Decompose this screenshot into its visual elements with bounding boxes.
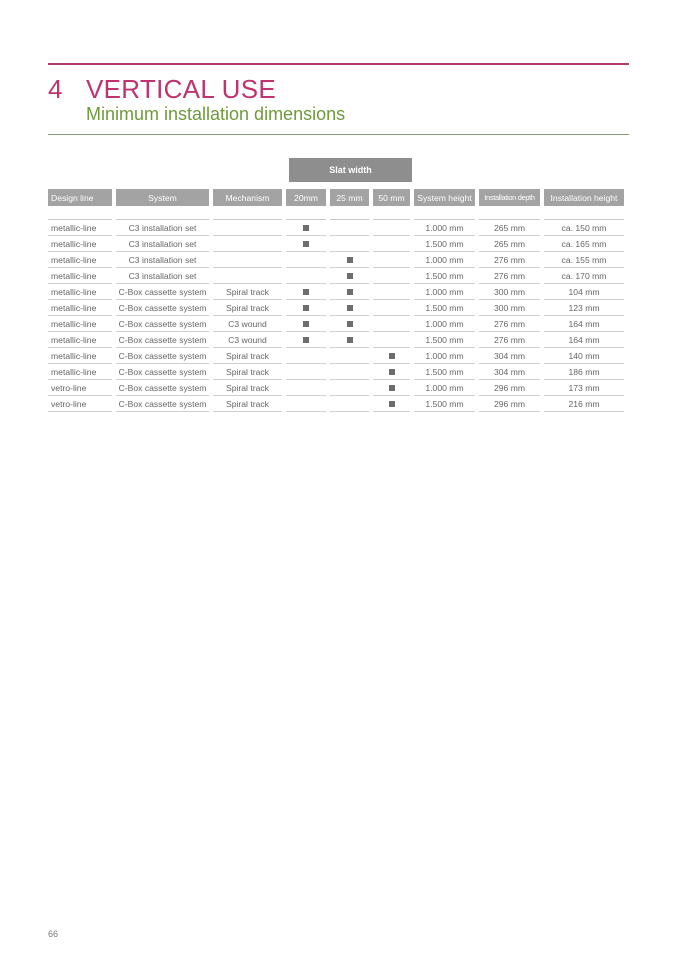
slat-20mm-cell xyxy=(286,252,326,268)
square-marker-icon xyxy=(389,353,395,359)
column-header: Installation depth xyxy=(479,189,540,206)
table-row xyxy=(48,364,624,380)
slat-25mm-cell xyxy=(330,220,369,236)
design-line-cell: metallic-line xyxy=(48,268,112,284)
installation-depth-cell: 300 mm xyxy=(479,300,540,316)
square-marker-icon xyxy=(347,337,353,343)
column-header: Mechanism xyxy=(213,189,282,206)
column-header: 25 mm xyxy=(330,189,369,206)
square-marker-icon xyxy=(303,321,309,327)
installation-depth-cell: 296 mm xyxy=(479,396,540,412)
installation-depth-cell: 276 mm xyxy=(479,268,540,284)
slat-25mm-cell xyxy=(330,284,369,300)
slat-20mm-cell xyxy=(286,284,326,300)
slat-50mm-cell xyxy=(373,284,410,300)
square-marker-icon xyxy=(347,305,353,311)
system-height-cell: 1.500 mm xyxy=(414,396,475,412)
slat-25mm-cell xyxy=(330,396,369,412)
system-cell: C3 installation set xyxy=(116,252,209,268)
design-line-cell: metallic-line xyxy=(48,252,112,268)
system-height-cell: 1.500 mm xyxy=(414,332,475,348)
square-marker-icon xyxy=(303,289,309,295)
design-line-cell: metallic-line xyxy=(48,284,112,300)
square-marker-icon xyxy=(303,305,309,311)
slat-50mm-cell xyxy=(373,348,410,364)
slat-50mm-cell xyxy=(373,380,410,396)
system-cell: C-Box cassette system xyxy=(116,348,209,364)
installation-height-cell: 173 mm xyxy=(544,380,624,396)
installation-depth-cell: 276 mm xyxy=(479,332,540,348)
slat-50mm-cell xyxy=(373,396,410,412)
installation-height-cell: 164 mm xyxy=(544,316,624,332)
slat-50mm-cell xyxy=(373,316,410,332)
design-line-cell: metallic-line xyxy=(48,348,112,364)
installation-depth-cell: 296 mm xyxy=(479,380,540,396)
square-marker-icon xyxy=(347,257,353,263)
slat-50mm-cell xyxy=(373,236,410,252)
design-line-cell: metallic-line xyxy=(48,300,112,316)
slat-20mm-cell xyxy=(286,268,326,284)
installation-depth-cell: 300 mm xyxy=(479,284,540,300)
top-rule xyxy=(48,63,629,65)
square-marker-icon xyxy=(389,401,395,407)
slat-50mm-cell xyxy=(373,364,410,380)
installation-height-cell: 216 mm xyxy=(544,396,624,412)
installation-depth-cell: 304 mm xyxy=(479,348,540,364)
slat-20mm-cell xyxy=(286,396,326,412)
table-row xyxy=(48,268,624,284)
square-marker-icon xyxy=(389,385,395,391)
slat-20mm-cell xyxy=(286,332,326,348)
installation-height-cell: 123 mm xyxy=(544,300,624,316)
column-header: 50 mm xyxy=(373,189,410,206)
system-cell: C-Box cassette system xyxy=(116,380,209,396)
design-line-cell: vetro-line xyxy=(48,396,112,412)
design-line-cell: metallic-line xyxy=(48,220,112,236)
slat-25mm-cell xyxy=(330,300,369,316)
table-row xyxy=(48,380,624,396)
mechanism-cell: Spiral track xyxy=(213,396,282,412)
mechanism-cell xyxy=(213,236,282,252)
design-line-cell: metallic-line xyxy=(48,236,112,252)
slat-20mm-cell xyxy=(286,380,326,396)
square-marker-icon xyxy=(347,289,353,295)
square-marker-icon xyxy=(303,225,309,231)
table-row xyxy=(48,220,624,236)
slat-50mm-cell xyxy=(373,332,410,348)
slat-20mm-cell xyxy=(286,236,326,252)
mechanism-cell: C3 wound xyxy=(213,332,282,348)
system-cell: C-Box cassette system xyxy=(116,396,209,412)
slat-20mm-cell xyxy=(286,220,326,236)
system-height-cell: 1.000 mm xyxy=(414,252,475,268)
slat-width-group-header: Slat width xyxy=(289,158,412,182)
slat-20mm-cell xyxy=(286,364,326,380)
slat-50mm-cell xyxy=(373,300,410,316)
square-marker-icon xyxy=(303,337,309,343)
system-height-cell: 1.000 mm xyxy=(414,220,475,236)
system-cell: C-Box cassette system xyxy=(116,332,209,348)
table-row xyxy=(48,348,624,364)
installation-height-cell: ca. 155 mm xyxy=(544,252,624,268)
square-marker-icon xyxy=(389,369,395,375)
installation-height-cell: 140 mm xyxy=(544,348,624,364)
square-marker-icon xyxy=(347,321,353,327)
system-height-cell: 1.000 mm xyxy=(414,316,475,332)
table-row xyxy=(48,396,624,412)
table-row xyxy=(48,236,624,252)
slat-25mm-cell xyxy=(330,316,369,332)
installation-depth-cell: 276 mm xyxy=(479,316,540,332)
system-height-cell: 1.500 mm xyxy=(414,268,475,284)
design-line-cell: vetro-line xyxy=(48,380,112,396)
chapter-number: 4 xyxy=(48,74,63,104)
page-subtitle: Minimum installation dimensions xyxy=(86,104,346,124)
system-cell: C-Box cassette system xyxy=(116,284,209,300)
table-row xyxy=(48,300,624,316)
table-spacer-row xyxy=(48,206,624,220)
mechanism-cell xyxy=(213,220,282,236)
installation-depth-cell: 276 mm xyxy=(479,252,540,268)
column-header: 20mm xyxy=(286,189,326,206)
system-cell: C-Box cassette system xyxy=(116,300,209,316)
dimensions-table xyxy=(44,189,628,412)
system-cell: C3 installation set xyxy=(116,236,209,252)
installation-height-cell: 186 mm xyxy=(544,364,624,380)
mechanism-cell: Spiral track xyxy=(213,380,282,396)
chapter-title: VERTICAL USE xyxy=(86,74,276,104)
slat-25mm-cell xyxy=(330,380,369,396)
page-number: 66 xyxy=(48,929,59,939)
slat-25mm-cell xyxy=(330,332,369,348)
slat-20mm-cell xyxy=(286,300,326,316)
installation-height-cell: 104 mm xyxy=(544,284,624,300)
mechanism-cell xyxy=(213,268,282,284)
slat-25mm-cell xyxy=(330,348,369,364)
mechanism-cell: Spiral track xyxy=(213,284,282,300)
design-line-cell: metallic-line xyxy=(48,316,112,332)
system-cell: C3 installation set xyxy=(116,220,209,236)
square-marker-icon xyxy=(347,273,353,279)
installation-height-cell: ca. 150 mm xyxy=(544,220,624,236)
design-line-cell: metallic-line xyxy=(48,332,112,348)
system-height-cell: 1.000 mm xyxy=(414,284,475,300)
mechanism-cell: Spiral track xyxy=(213,348,282,364)
mechanism-cell xyxy=(213,252,282,268)
installation-depth-cell: 304 mm xyxy=(479,364,540,380)
slat-20mm-cell xyxy=(286,316,326,332)
installation-depth-cell: 265 mm xyxy=(479,220,540,236)
chapter-heading xyxy=(48,74,276,104)
installation-depth-cell: 265 mm xyxy=(479,236,540,252)
table-row xyxy=(48,316,624,332)
slat-25mm-cell xyxy=(330,364,369,380)
table-row xyxy=(48,252,624,268)
column-header: System xyxy=(116,189,209,206)
mechanism-cell: C3 wound xyxy=(213,316,282,332)
column-header: Design line xyxy=(48,189,112,206)
installation-height-cell: ca. 170 mm xyxy=(544,268,624,284)
table-row xyxy=(48,284,624,300)
system-height-cell: 1.500 mm xyxy=(414,236,475,252)
table-header-row xyxy=(48,189,624,206)
design-line-cell: metallic-line xyxy=(48,364,112,380)
installation-height-cell: ca. 165 mm xyxy=(544,236,624,252)
slat-50mm-cell xyxy=(373,220,410,236)
square-marker-icon xyxy=(303,241,309,247)
installation-height-cell: 164 mm xyxy=(544,332,624,348)
column-header: Installation height xyxy=(544,189,624,206)
slat-25mm-cell xyxy=(330,252,369,268)
slat-50mm-cell xyxy=(373,252,410,268)
system-height-cell: 1.500 mm xyxy=(414,300,475,316)
system-height-cell: 1.000 mm xyxy=(414,348,475,364)
table-row xyxy=(48,332,624,348)
mechanism-cell: Spiral track xyxy=(213,364,282,380)
system-cell: C-Box cassette system xyxy=(116,316,209,332)
system-cell: C-Box cassette system xyxy=(116,364,209,380)
section-rule xyxy=(48,134,629,135)
system-height-cell: 1.000 mm xyxy=(414,380,475,396)
mechanism-cell: Spiral track xyxy=(213,300,282,316)
slat-20mm-cell xyxy=(286,348,326,364)
slat-25mm-cell xyxy=(330,236,369,252)
column-header: System height xyxy=(414,189,475,206)
slat-50mm-cell xyxy=(373,268,410,284)
system-height-cell: 1.500 mm xyxy=(414,364,475,380)
system-cell: C3 installation set xyxy=(116,268,209,284)
slat-25mm-cell xyxy=(330,268,369,284)
